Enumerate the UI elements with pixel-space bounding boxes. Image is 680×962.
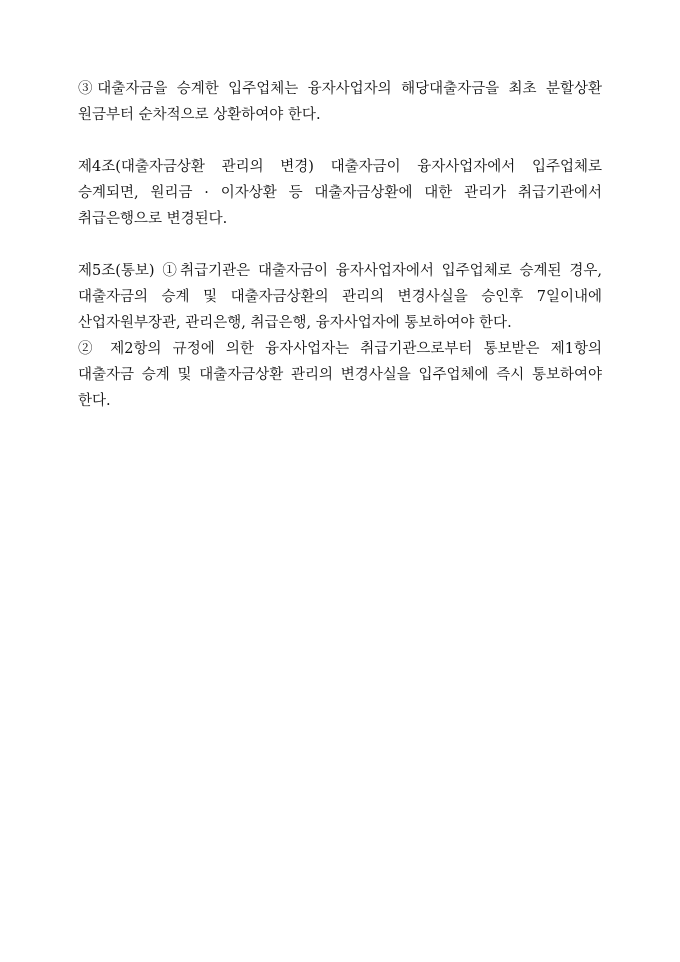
article-5-notification-clause-1: 제5조(통보) ①취급기관은 대출자금이 융자사업자에서 입주업체로 승계된 경우, 대출자금의 승계 및 대출자금상환의 관리의 변경사실을 승인후 7일이내에 산업자원부장관, 관리은행, 취급은행, 융자사업자에 통보하여야 한다. bbox=[78, 263, 602, 331]
article-5-notification-clause-2: ② 제2항의 규정에 의한 융자사업자는 취급기관으로부터 통보받은 제1항의 대출자금 승계 및 대출자금상환 관리의 변경사실을 입주업체에 즉시 통보하여야 한다. bbox=[78, 341, 602, 409]
article-4-management-change: 제4조(대출자금상환 관리의 변경) 대출자금이 융자사업자에서 입주업체로 승계되면, 원리금 · 이자상환 등 대출자금상환에 대한 관리가 취급기관에서 취급은행으로 변경된다. bbox=[78, 159, 602, 227]
paragraph-loan-succession-repayment: ③대출자금을 승계한 입주업체는 융자사업자의 해당대출자금을 최초 분할상환 원금부터 순차적으로 상환하여야 한다. bbox=[78, 81, 602, 123]
paragraph-spacer bbox=[78, 128, 602, 154]
paragraph-spacer bbox=[78, 232, 602, 258]
document-page bbox=[78, 76, 602, 414]
